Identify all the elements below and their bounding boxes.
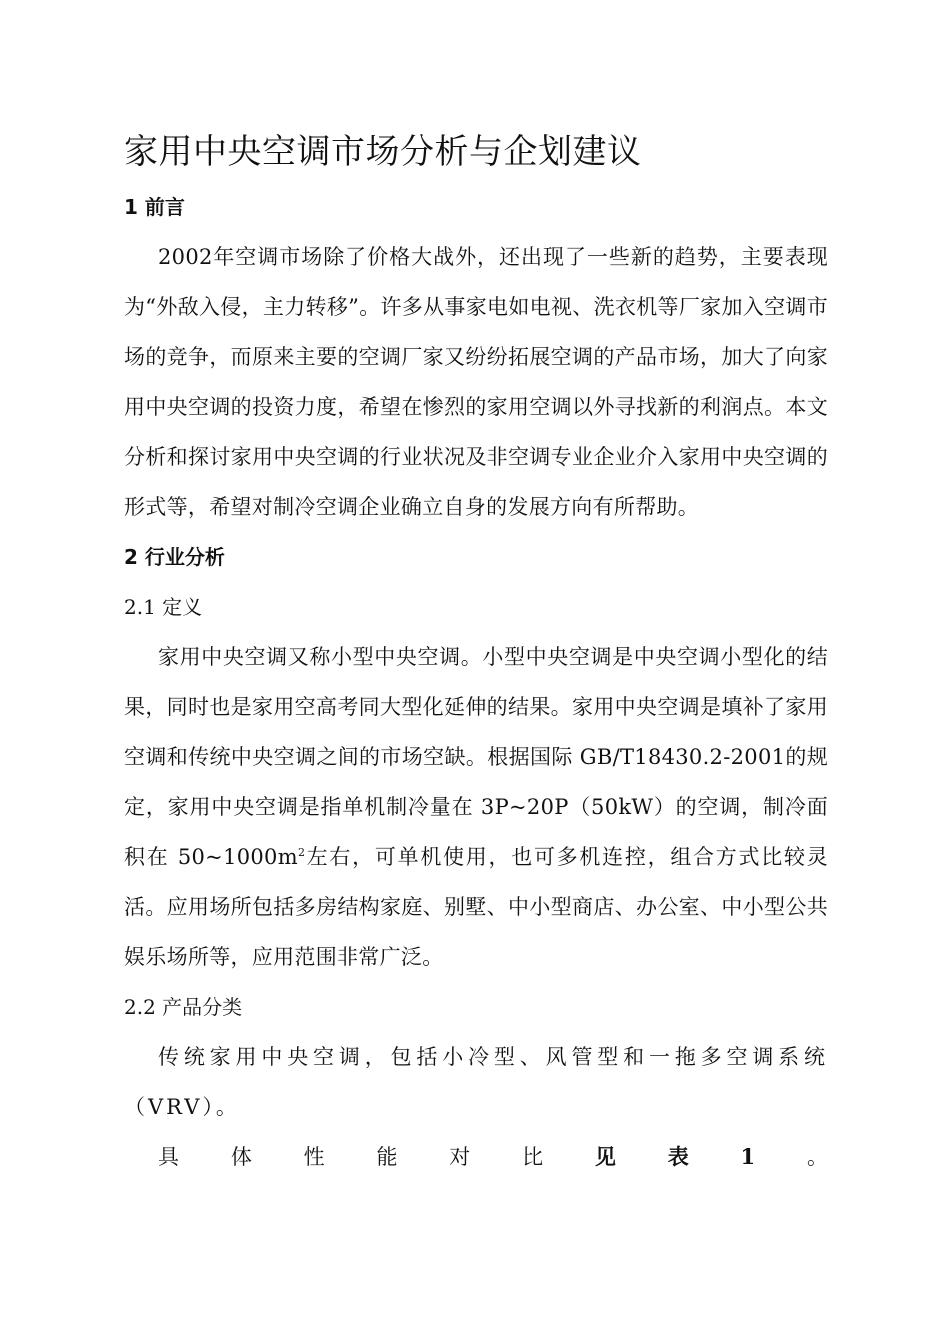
definition-text-b: 左右，可单机使用，也可多机连控，组合方式比较灵活。应用场所包括多房结构家庭、别墅、中小型商店、办公室、中小型公共娱乐场所等，应用范围非常广泛。 [124, 845, 828, 969]
ref-word-bold: 1 [740, 1144, 756, 1169]
ref-word: 比 [522, 1145, 544, 1169]
ref-word: 对 [449, 1145, 471, 1169]
section-heading-industry-analysis: 2 行业分析 [124, 545, 225, 569]
ref-word: 。 [806, 1145, 828, 1169]
document-page [124, 128, 828, 1182]
ref-word: 性 [303, 1145, 325, 1169]
subsection-heading-definition: 2.1 定义 [124, 595, 203, 619]
document-title: 家用中央空调市场分析与企划建议 [124, 132, 642, 172]
ref-word: 体 [230, 1145, 252, 1169]
preface-paragraph: 2002年空调市场除了价格大战外，还出现了一些新的趋势，主要表现为“外敌入侵，主力转移”。许多从事家电如电视、洗衣机等厂家加入空调市场的竞争，而原来主要的空调厂家又纷纷拓展空调的产品市场，加大了向家用中央空调的投资力度，希望在惨烈的家用空调以外寻找新的利润点。本文分析和探讨家用中央空调的行业状况及非空调专业企业介入家用中央空调的形式等，希望对制冷空调企业确立自身的发展方向有所帮助。 [124, 245, 828, 519]
definition-text-a: 家用中央空调又称小型中央空调。小型中央空调是中央空调小型化的结果，同时也是家用空高考同大型化延伸的结果。家用中央空调是填补了家用空调和传统中央空调之间的市场空缺。根据国际 GB/T18430.2-2001的规定，家用中央空调是指单机制冷量在 3P~20P（50kW）的空调，制冷面积在 50~1000m [124, 645, 828, 869]
table-reference-line [124, 1132, 828, 1182]
classification-paragraph: 传统家用中央空调，包括小冷型、风管型和一拖多空调系统（VRV）。 [124, 1045, 828, 1119]
ref-word: 能 [376, 1145, 398, 1169]
subsection-heading-product-classification: 2.2 产品分类 [124, 995, 243, 1019]
definition-paragraph [124, 632, 828, 982]
ref-word: 具 [158, 1145, 179, 1169]
ref-word-bold: 表 [667, 1144, 689, 1169]
ref-word-bold: 见 [594, 1144, 616, 1169]
section-heading-preface: 1 前言 [124, 195, 185, 219]
superscript-2: 2 [297, 846, 306, 859]
